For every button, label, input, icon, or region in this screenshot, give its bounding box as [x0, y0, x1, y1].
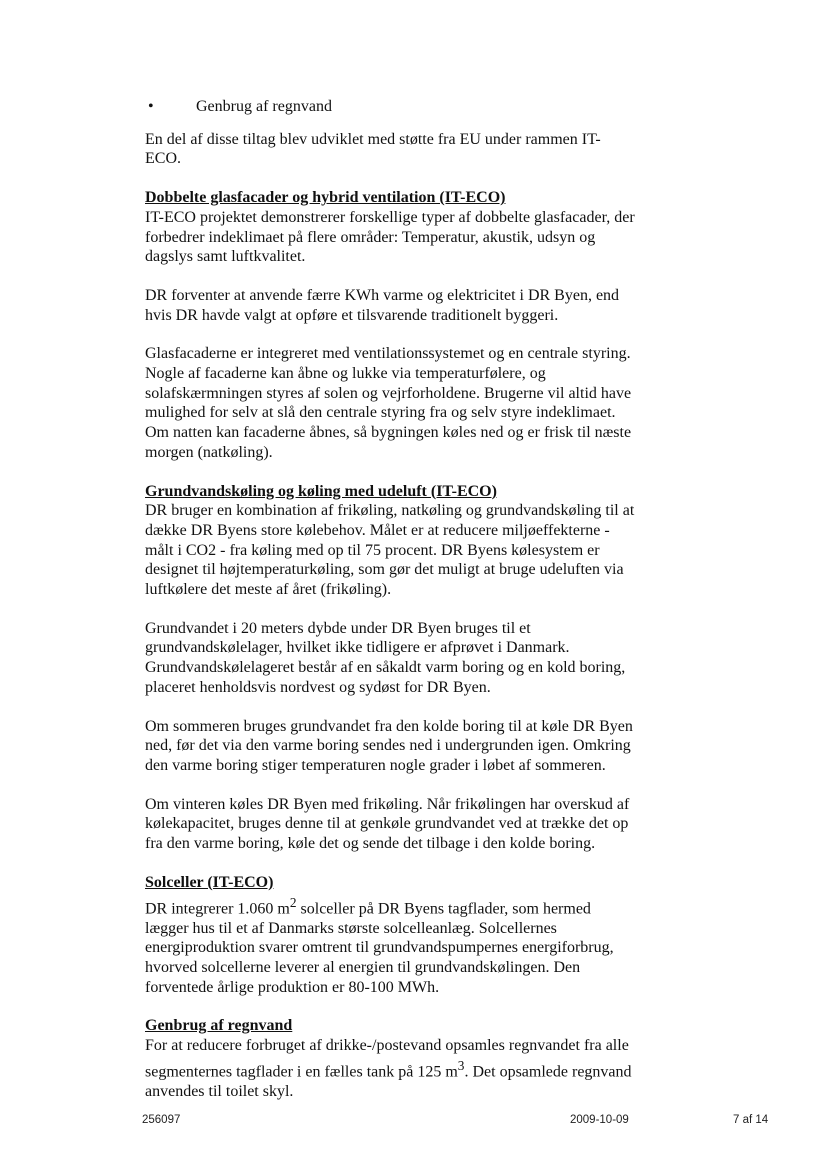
paragraph: IT-ECO projektet demonstrerer forskellige typer af dobbelte glasfacader, der forbedrer indeklimaet på flere områder: Temperatur, akustik, udsyn og dagslys samt luftkvalitet.: [145, 208, 635, 266]
footer-doc-id: 256097: [142, 1114, 181, 1126]
bullet-text: Genbrug af regnvand: [196, 98, 332, 115]
bullet-icon: •: [148, 98, 154, 115]
text-run: . Det opsamlede regnvand anvendes til toilet skyl.: [145, 1063, 632, 1100]
section-grundvand: [145, 482, 635, 854]
paragraph: Om vinteren køles DR Byen med frikøling. Når frikølingen har overskud af kølekapacitet, bruges denne til at genkøle grundvandet ved at trække det op fra den varme boring, køle det og sende det tilbage i den kolde boring.: [145, 795, 630, 853]
text-run: solceller på DR Byens tagflader, som hermed lægger hus til et af Danmarks største solcelleanlæg. Solcellernes energiproduktion svarer omtrent til grundvandspumpernes energiforbrug, hvorved solcellerne leverer al energien til grundvandskølingen. Den forventede årlige produktion er 80-100 MWh.: [145, 899, 614, 996]
section-regnvand: [145, 1016, 635, 1101]
document-body: [145, 97, 635, 1120]
section-heading: Genbrug af regnvand: [145, 1017, 293, 1035]
intro-paragraph: En del af disse tiltag blev udviklet med støtte fra EU under rammen IT-ECO.: [145, 130, 601, 168]
section-heading: Grundvandskøling og køling med udeluft (IT-ECO): [145, 482, 497, 500]
paragraph: [145, 1036, 635, 1101]
text-run: DR integrerer 1.060 m: [145, 899, 290, 917]
section-solceller: [145, 873, 635, 998]
footer-date: 2009-10-09: [570, 1114, 629, 1126]
section-glasfacader: [145, 188, 635, 462]
superscript: 2: [289, 894, 297, 910]
paragraph: Om sommeren bruges grundvandet fra den kolde boring til at køle DR Byen ned, før det via den varme boring sendes ned i undergrunden igen. Omkring den varme boring stiger temperaturen nogle grader i løbet af sommeren.: [145, 717, 633, 774]
paragraph: DR bruger en kombination af frikøling, natkøling og grundvandskøling til at dække DR Byens store kølebehov. Målet er at reducere miljøeffekterne - målt i CO2 - fra køling med op til 75 procent. DR Byens kølesystem er designet til højtemperaturkøling, som gør det muligt at bruge udeluften via luftkølere det meste af året (frikøling).: [145, 502, 635, 599]
footer-page-number: 7 af 14: [733, 1114, 769, 1126]
paragraph: DR forventer at anvende færre KWh varme og elektricitet i DR Byen, end hvis DR havde valgt at opføre et tilsvarende traditionelt byggeri.: [145, 286, 620, 324]
paragraph: Glasfacaderne er integreret med ventilationssystemet og en centrale styring. Nogle af facaderne kan åbne og lukke via temperaturfølere, og solafskærmningen styres af solen og vejrforholdene. Brugerne vil altid have mulighed for selv at slå den centrale styring fra og selv styre indeklimaet. Om natten kan facaderne åbnes, så bygningen køles ned og er frisk til næste morgen (natkøling).: [145, 345, 632, 461]
paragraph: Grundvandet i 20 meters dybde under DR Byen bruges til et grundvandskølelager, hvilket ikke tidligere er afprøvet i Danmark. Grundvandskølelageret består af en såkaldt varm boring og en kold boring, placeret henholdsvis nordvest og sydøst for DR Byen.: [145, 619, 626, 696]
superscript: 3: [457, 1057, 465, 1073]
section-heading: Dobbelte glasfacader og hybrid ventilation (IT-ECO): [145, 189, 506, 207]
section-heading: Solceller (IT-ECO): [145, 873, 274, 891]
text-run: For at reducere forbruget af drikke-/postevand opsamles regnvandet fra alle segmenternes tagflader i en fælles tank på 125 m: [145, 1037, 629, 1081]
paragraph: [145, 893, 635, 998]
bullet-item: [145, 97, 635, 117]
